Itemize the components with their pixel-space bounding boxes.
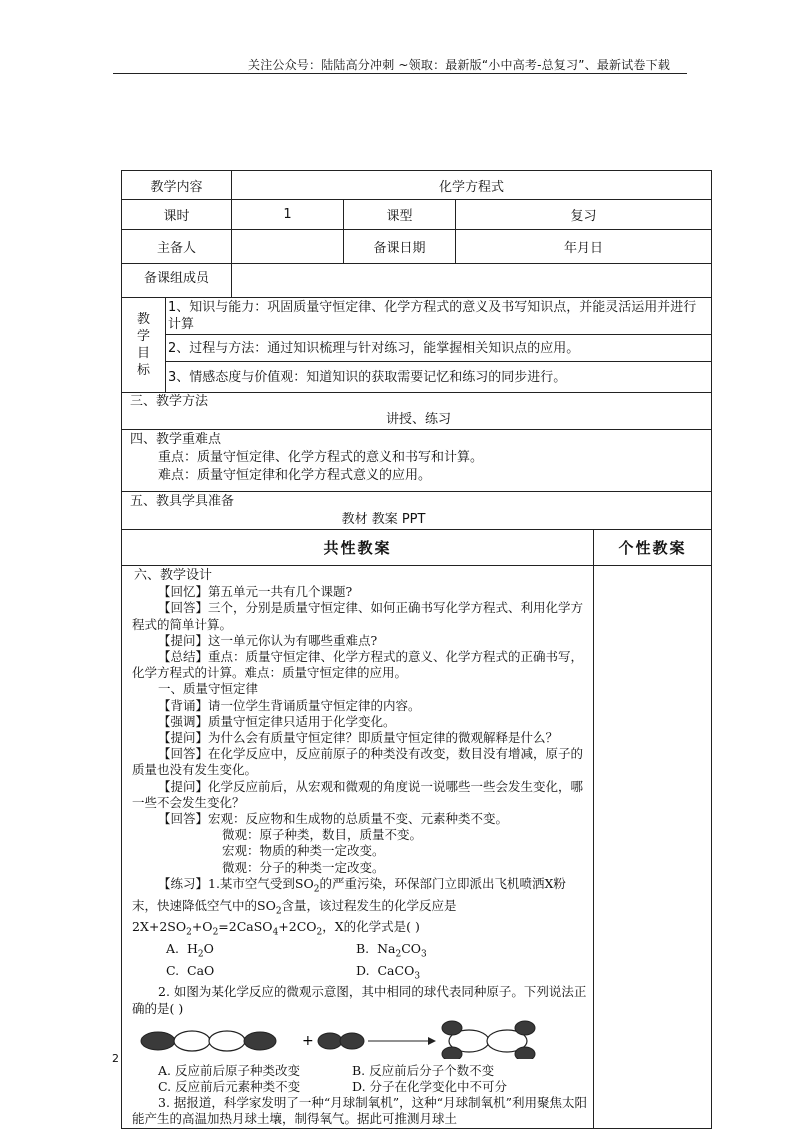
date-label: 备课日期 <box>344 230 456 264</box>
option-b-text: CO <box>401 940 422 956</box>
objectives-label-char: 教 <box>136 312 150 327</box>
dark-atom <box>515 1021 535 1035</box>
teaching-design-cell <box>122 566 594 1129</box>
tools-title: 五、教具学具准备 <box>130 493 235 509</box>
subscript: 2 <box>212 927 219 938</box>
objectives-label-char: 标 <box>136 363 150 378</box>
key-points-title: 四、教学重难点 <box>130 432 222 447</box>
dark-atom <box>141 1032 175 1050</box>
dark-atom <box>244 1032 276 1050</box>
summary: 【总结】重点：质量守恒定律、化学方程式的意义、化学方程式的正确书写，化学方程式的计算。难点：质量守恒定律的应用。 <box>132 649 584 681</box>
exercise-1-options-row-1 <box>132 941 587 963</box>
header-divider <box>113 73 687 74</box>
exercise-1-text: 【练习】1.某市空气受到SO <box>158 875 314 891</box>
section-mass-conservation: 一、质量守恒定律 <box>158 681 259 697</box>
objective-attitude: 3、情感态度与价值观：知道知识的获取需要记忆和练习的同步进行。 <box>166 362 712 393</box>
tools-value: 教材 教案 PPT <box>341 511 426 527</box>
exercise-1-text: =2CaSO <box>218 919 273 935</box>
exercise-3: 3. 据报道，科学家发明了一种“月球制氧机”，这种“月球制氧机”利用聚焦太阳能产生的高温加热月球土壤，制得氧气。据此可推测月球土 <box>132 1095 587 1127</box>
light-atom <box>209 1031 245 1051</box>
members-label: 备课组成员 <box>122 264 232 298</box>
common-plan-header: 共性教案 <box>122 530 594 566</box>
question-macro-micro: 【提问】化学反应前后，从宏观和微观的角度说一说哪些一些会发生变化，哪一些不会发生变化？ <box>132 778 584 810</box>
personal-plan-cell <box>594 566 712 1129</box>
objective-process: 2、过程与方法：通过知识梳理与针对练习，能掌握相关知识点的应用。 <box>166 335 712 362</box>
period-value: 1 <box>232 200 344 230</box>
dark-atom <box>442 1047 462 1059</box>
period-label: 课时 <box>122 200 232 230</box>
subscript: 2 <box>395 949 402 960</box>
recall-answer: 【回答】三个，分别是质量守恒定律、如何正确书写化学方程式、利用化学方程式的简单计算。 <box>132 600 584 632</box>
type-value: 复习 <box>456 200 712 230</box>
option-b-text: B. Na <box>356 940 396 956</box>
content-label: 教学内容 <box>122 171 232 200</box>
option-c: C. CaO <box>166 962 215 978</box>
exercise-1-options-row-2 <box>132 963 587 985</box>
exercise-1 <box>132 876 587 941</box>
exercise-2: 2. 如图为某化学反应的微观示意图，其中相同的球代表同种原子。下列说法正确的是( ) <box>132 984 587 1016</box>
tools-section <box>122 492 712 530</box>
molecule-reaction-svg <box>132 1019 582 1059</box>
recite-task: 【背诵】请一位学生背诵质量守恒定律的内容。 <box>158 697 421 713</box>
answer-micro-2: 微观：分子的种类一定改变。 <box>222 859 385 875</box>
question-micro: 【提问】为什么会有质量守恒定律？即质量守恒定律的微观解释是什么？ <box>158 730 559 746</box>
preparer-label: 主备人 <box>122 230 232 264</box>
dark-atom <box>515 1047 535 1059</box>
option-a-text: O <box>203 940 214 956</box>
exercise-2-options-row-1 <box>132 1063 587 1079</box>
exercise-1-text: +2CO <box>278 919 317 935</box>
lesson-plan-table <box>121 170 712 1129</box>
preparer-value <box>232 230 344 264</box>
page-number: 2 <box>112 1052 119 1065</box>
subscript: 2 <box>313 884 320 895</box>
exercise-2-options-row-2 <box>132 1079 587 1095</box>
objectives-label-char: 学 <box>136 329 150 344</box>
exercise-1-text: +O <box>191 919 213 935</box>
type-label: 课型 <box>344 200 456 230</box>
ex2-option-c: C. 反应前后元素种类不变 <box>158 1078 301 1094</box>
members-value <box>232 264 712 298</box>
answer-macro-2: 宏观：物质的种类一定改变。 <box>222 843 385 859</box>
date-value: 年月日 <box>456 230 712 264</box>
option-d-text: D. CaCO <box>356 962 415 978</box>
objectives-label-char: 目 <box>136 346 150 361</box>
subscript: 2 <box>275 906 282 917</box>
answer-micro-1: 微观：原子种类，数目，质量不变。 <box>222 827 423 843</box>
dark-atom <box>318 1033 342 1049</box>
exercise-1-text: 含量，该过程发生的化学反应是 2X+2SO <box>132 897 457 935</box>
dark-atom <box>340 1033 364 1049</box>
content-value: 化学方程式 <box>232 171 712 200</box>
reaction-arrowhead <box>428 1037 436 1045</box>
key-points: 重点：质量守恒定律、化学方程式的意义和书写和计算。 <box>158 450 484 465</box>
question-difficulties: 【提问】这一单元你认为有哪些重难点? <box>158 632 378 648</box>
light-atom <box>174 1031 210 1051</box>
objective-knowledge: 1、知识与能力：巩固质量守恒定律、化学方程式的意义及书写知识点，并能灵活运用并进行计算 <box>166 298 712 335</box>
method-value: 讲授、练习 <box>386 412 452 427</box>
subscript: 2 <box>316 927 323 938</box>
reaction-diagram <box>132 1019 587 1059</box>
subscript: 3 <box>414 971 421 982</box>
ex2-option-a: A. 反应前后原子种类改变 <box>158 1062 300 1078</box>
exercise-1-text: ，X的化学式是( ) <box>322 919 420 935</box>
subscript: 2 <box>197 949 204 960</box>
plus-sign: + <box>302 1032 314 1049</box>
exercise-1-text: 的严重污染，环保部门立即派出飞机喷洒X粉末，快速降低空气中的SO <box>132 875 566 913</box>
key-points-section <box>122 430 712 492</box>
objectives-label <box>122 298 166 393</box>
option-b <box>356 940 427 960</box>
subscript: 4 <box>272 927 279 938</box>
personal-plan-header: 个性教案 <box>594 530 712 566</box>
answer-macro-1: 【回答】宏观：反应物和生成物的总质量不变、元素种类不变。 <box>158 811 509 827</box>
option-a-text: A. H <box>166 940 198 956</box>
recall-question: 【回忆】第五单元一共有几个课题? <box>158 584 353 600</box>
emphasis-note: 【强调】质量守恒定律只适用于化学变化。 <box>158 713 396 729</box>
page-header-text: 关注公众号：陆陆高分冲刺 ~领取：最新版“小中高考-总复习”、最新试卷下载 <box>248 58 671 72</box>
option-a <box>166 941 356 963</box>
dark-atom <box>442 1021 462 1035</box>
method-title: 三、教学方法 <box>130 394 209 409</box>
subscript: 3 <box>421 949 427 960</box>
subscript: 2 <box>186 927 192 938</box>
method-section <box>122 393 712 430</box>
ex2-option-b: B. 反应前后分子个数不变 <box>352 1062 495 1078</box>
ex2-option-d: D. 分子在化学变化中不可分 <box>352 1078 508 1094</box>
option-d <box>356 962 421 982</box>
design-title: 六、教学设计 <box>134 568 213 583</box>
answer-micro: 【回答】在化学反应中，反应前原子的种类没有改变，数目没有增减，原子的质量也没有发生变化。 <box>132 746 584 778</box>
difficult-points: 难点：质量守恒定律和化学方程式意义的应用。 <box>158 468 432 483</box>
